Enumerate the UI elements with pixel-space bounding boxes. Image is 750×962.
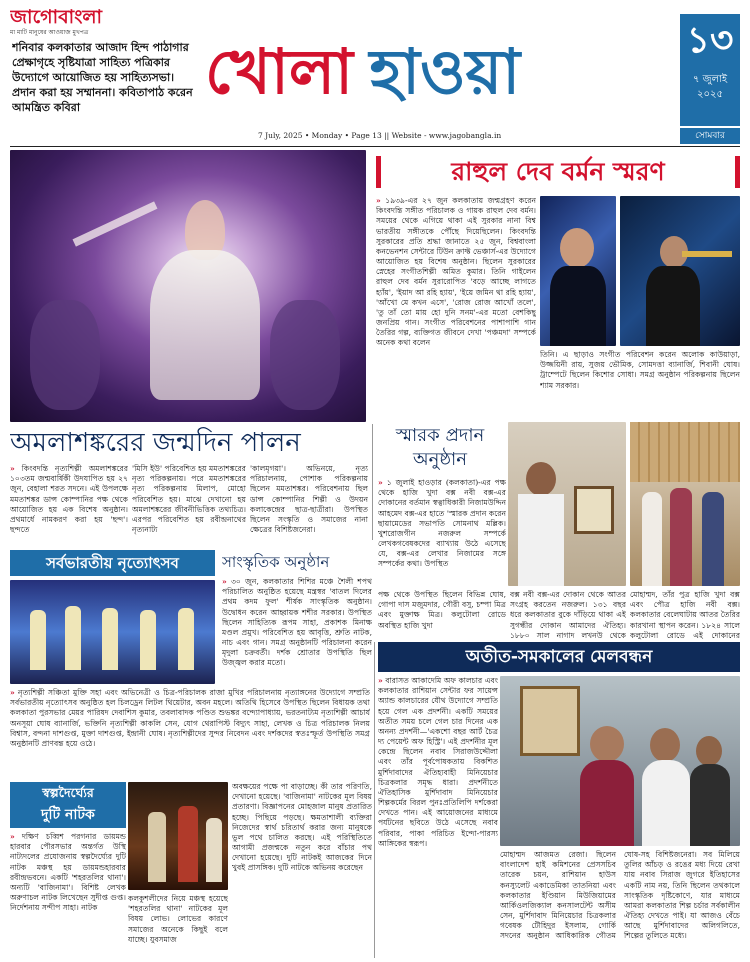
smarak-col-extra	[378, 590, 506, 640]
natak-text-1: দক্ষিণ চব্বিশ পরগনার ডায়মন্ড হারবার পৌরসভার অন্তর্গত উস্থি নাট্যদলের প্রযোজনায় স্বল্পদৈর্ঘ্যের দুটি নাটক মঞ্চস্থ হয় ডায়মন্ডহারবার রবীন্দ্রভবনে। একটি 'শহরতলির থানা'। অন্যটি 'বাজিনামা'। বিশিষ্ট লেখক অরুণাচল নাটক লিখেছেন সুদীপ্ত গুপ্ত। নির্দেশনায় সন্দীপ সাহা। নাটক	[10, 832, 126, 913]
page-number: ১৩	[686, 20, 734, 61]
arrow-icon: »	[378, 676, 383, 685]
smarak-award-photo	[508, 422, 626, 586]
natak-stage-photo	[128, 782, 228, 890]
smarak-text-3: মোহাম্মদ, তাঁর পুত্র হাজি খুদা বক্স এবং পৌত্র হাজি নবী বক্স। কলকাতার বেলেঘাটায় আতর তৈরির কারখানা স্থাপন করেন। ১৮২৪ সালে কলুটোলা রোডে এই দোকানের	[630, 590, 740, 640]
sanskritik-text: ৩০ জুন, কলকাতার শিশির মঞ্চে শৈলী শপথ পরিচালিত অনুষ্ঠিত হয়েছে মন্ত্রস্বর 'বাতল দিলের প্রথম কদম ফুল' শীর্ষক সাংস্কৃতিক অনুষ্ঠান। উদ্বোধন করেন আহ্বায়ক শশীর সরকার। উপস্থিত ছিলেন সাহিত্যিক রূপম সাহা, প্রকাশক মিনাক্ষ মণ্ডল প্রমুখ। পরিবেশিত হয় আবৃত্তি, শ্রুতি নাটক, নাচ এবং গান। সমগ্র অনুষ্ঠানটি পরিচালনা করেন মৃদুলা চক্রবর্তী। দর্শক শ্রোতার উপস্থিতি ছিল উজ্জ্বল করার মতো।	[222, 577, 372, 668]
natak-col-2	[232, 782, 372, 958]
rd-text-1: ১৯৩৯-এর ২৭ জুন কলকাতায় জন্মগ্রহণ করেন কিংবদন্তি সঙ্গীত পরিচালক ও গায়ক রাহুল দেব বর্মন। সময়ের থেকে এগিয়ে থাকা এই সুরকার নানা বিশ্ব ভারতীয় সঙ্গীতকে পৌঁছে দিয়েছিলেন। কিংবদন্তি সুরকারের প্রতি শ্রদ্ধা জানাতে ২৫ জুন, বিশ্ববাংলা কনভেনশন সেন্টারে টিউন ক্রাফ্ট ভেঞ্চার্স-এর উদ্যোগে আয়োজিত হয় বিশেষ অনুষ্ঠান। ছিলেন সুরকারের স্নেহের সংগীতশিল্পী অমিত কুমার। তিনি গাইলেন রাহুল দেব বর্মন সুরারোপিত 'বড়ে আচ্ছে লাগতে হ্যাঁয়', 'ইয়াদ আ রহি হ্যায়', 'ইয়ে জমিন থা রহি হ্যায়', 'আঁখো মে কখন এসে', 'রোজ রোজ আখোঁ তলে', 'তু তাঁ তো মায় হো দুনি সনম'-এর মতো বেশকিছু জনপ্রিয় গান। সংগীত পরিবেশনের পাশাপাশি গান তৈরির গল্প, ব্যক্তিগত জীবনে দেখা 'পঞ্চমদা' সম্পর্কে অনেক কথা বলেন	[376, 196, 536, 348]
atit-text-1: বারাসত আকাদেমি অফ কালচার এবং কলকাতার রাশিয়ান সেন্টার ফর সায়েন্স অ্যান্ড কালচারের যৌথ উদ্যোগে সম্প্রতি হয়ে গেল এক প্রদর্শনী। একটি সময়ের অতীত সময় চলে গেল চার দিনের এক অনন্য প্রদর্শনী—'একশো বছর আর্ট চৈত্র দ্য পেয়েন্ট অফ হিস্ট্রি'। এই প্রদর্শনীর মূল কেন্দ্রে ছিলেন নবাব সিরাজউদ্দৌলা এবং তাঁর পূর্বপোষকতায় বিকশিত মুর্শিদাবাদের ঐতিহ্যবাহী মিনিয়েচার চিত্রকলার সমৃদ্ধ ধারা। প্রদর্শনীতে ঐতিহাসিক মুর্শিদাবাদ মিনিয়েচার শিল্পকর্মের বিরল পুনঃপ্রতিলিপি দর্শকেরা দেখতে পান। এই আয়োজনের মাধ্যমে পর্যটনের ছবিতে উঠে এসেছে নবাব পরিবার, পাকা পরিচিত ইন্দো-পারস্য আঙ্গিকের স্বরূপ।	[378, 676, 498, 848]
natak-headline-box	[10, 782, 126, 828]
sanskritik-body	[222, 577, 372, 687]
atit-text-2: মোহাম্মদ আজমত রেজা। ছিলেন বাংলাদেশ হাই কমিশনের প্রেসসচিব তারেক চয়ন, রাশিয়ান হাউস কনস্যুলেট একাডেমিকা তাতনিয়া এবং কলকাতার ইণ্ডিয়ান মিউজিয়ামের আর্কিওলজিক্যাল কনসালটেন্ট অসীম সেন, মুর্শিদাবাদ মিনিয়েচার চিত্রকলার গবেষক টৌহিদুর ইসলাম, গোর্কি সদনের অনুষ্ঠান আধিকারিক গৌতম ঘোষ-সহ বিশিষ্টজনেরা। সব মিলিয়ে তুলির আঁচড় ও রঙের মধ্য দিয়ে রেখা যায় নবাব সিরাজ জুগরে ইতিহাসের একটি নাম নয়, তিনি ছিলেন তথকালে সাংস্কৃতিক দৃষ্টিকোণে, যার মাধ্যমে আমরা কলকাতার শিল্প চর্চার সর্বকালীন ঐতিহ্য দেখতে পাই। যা আজও বেঁচে আছে মুর্শিদাবাদের অলিগলিতে, শিল্পের তুলিতে মধ্যে।	[500, 850, 740, 941]
rd-headline: রাহুল দেব বর্মন স্মরণ	[451, 157, 665, 186]
smarak-text-extra: পক্ষ থেকে উপস্থিত ছিলেন বিভিন্ন ঘোষ, গোপা দাস মজুমদার, গৌরী বসু, চম্পা মিত্র এবং মুক্তাক্ষ মিত্র। কলুটোলা রোডে অবস্থিত হাজি খুদা	[378, 590, 506, 630]
smarak-col-2	[510, 590, 626, 640]
masthead-brief	[12, 40, 200, 138]
rd-singer-photo	[540, 196, 616, 346]
natak-col-3	[128, 894, 228, 958]
column-divider	[374, 642, 375, 958]
arrow-icon: »	[378, 478, 383, 487]
atit-col-1	[378, 676, 498, 866]
rd-body-2	[540, 350, 740, 420]
brand-name: জাগোবাংলা	[10, 6, 103, 28]
natak-text-3: কলকুশলীদের নিয়ে মঞ্চস্থ হয়েছে 'শহরতলির থানা' নাটকের মূল বিষয় লোভ। লোভের কারণে সমাজের অনেকে কিছুই বলে যাচ্ছে। যুবসমাজ	[128, 894, 228, 944]
brand-logo	[10, 6, 150, 44]
sanskritik-headline: সাংস্কৃতিক অনুষ্ঠান	[222, 553, 330, 571]
smarak-text-2: বক্স নবী বক্স-এর দোকান থেকে আতর সংগ্রহ করতেন নজরুল। ১৩১ বছর ধরে কলকাতার বুকে দাঁড়িয়ে থাকা এই সুগন্ধীর দোকান আমাদের ঐতিহ্য। ১৮৮০ সাল নাগাদ লখনউ থেকে	[510, 590, 626, 640]
amala-col-2	[132, 464, 246, 540]
arrow-icon: »	[10, 688, 15, 697]
meta-line: 7 July, 2025 • Monday • Page 13 || Website - www.jagobangla.in	[258, 131, 502, 140]
atit-col-2	[500, 850, 740, 958]
brief-text: শনিবার কলকাতার আজাদ হিন্দ পাঠাগার প্রেক্ষাগৃহে সৃষ্টিযাত্রা সাহিত্য পত্রিকার উদ্যোগে আয়োজিত হয় সাহিত্যসভা। প্রদান করা হয় সম্মাননা। কবিতাপাঠ করেন আমন্ত্রিত কবিরা	[12, 41, 193, 114]
sarva-body	[10, 688, 370, 768]
amala-text-1: কিংবদন্তি নৃত্যশিল্পী অমলাশঙ্করের ১০৩তম জন্মবার্ষিকী উদযাপিত হয় ২৭ জুন, বেহালা শরত সদনে। এই উপলক্ষে মমতাশঙ্কর ডান্স কোম্পানির পক্ষ থেকে আয়োজিত হয় এক বিশেষ অনুষ্ঠান। প্রথমার্ধে নামকরণ করা হয় 'ছন্দ'। ছন্দতে	[10, 464, 128, 535]
smarak-group-photo	[630, 422, 740, 586]
arrow-icon: »	[222, 577, 227, 586]
smarak-text-1: ১ জুলাই হাওড়ার (কলকাতা)-এর পক্ষ থেকে হাজি খুদা বক্স নবী বক্স-এর দোকানের বর্তমান স্বত্বাধিকারী নিজামউদ্দিন আহমেদ বক্স-এর হাতে 'স্মারক প্রদান করেন ছায়ামেডের সভাপতি সোমনাথ মল্লিক। খুশরোজগীন নজরুল সম্পর্কে লেখকগবেষকদের ব্যাখ্যায় উঠে এসেছে যে, বক্স-এর লেখার নিজামের সঙ্গে সম্পর্কের কথা। উপস্থিত	[378, 478, 506, 569]
amala-headline: অমলাশঙ্করের জন্মদিন পালন	[10, 428, 301, 458]
smarak-col-1	[378, 478, 506, 588]
amala-text-3: 'কালমৃগয়া'। অভিনয়ে, নৃত্য পরিচালনায়, পোশাক পরিকল্পনায় ছিলেন মমতাশঙ্কর। পরিবেশনায় ছিল ডান্স কোম্পানির শিল্পী ও উদয়ন কলাকেন্দ্রের ছাত্র-ছাত্রীরা। উপস্থিত ছিলেন সংস্কৃতি ও সমাজের নানা ক্ষেত্রের বিশিষ্টজনেরা।	[250, 464, 368, 535]
rd-body	[376, 196, 536, 416]
rd-headline-box	[376, 152, 740, 192]
date-bn: ৭ জুলাই ২০২৫	[692, 74, 728, 100]
column-divider	[372, 424, 373, 540]
amala-col-3	[250, 464, 368, 540]
smarak-headline-1: স্মারক প্রদান	[395, 425, 485, 446]
masthead-rule	[10, 146, 740, 147]
amala-text-2: 'মিসি ইউ' পরিবেশিত হয় মমতাশঙ্করের নৃত্য পরিকল্পনায়। পরে মমতাশঙ্করের নৃত্য পরিকল্পনায় মিলাপ, মোহো পরিবেশিত হয়। মাঝে দেখানো হয় অমলাশঙ্করের জীবনীভিত্তিক তথ্যচিত্র। এরপর পরিবেশিত হয় রবীন্দ্রনাথের নৃত্যনাট্য	[132, 464, 246, 535]
sarva-headline-box	[10, 550, 215, 576]
natak-headline-1: স্বল্পদৈর্ঘ্যের	[42, 785, 94, 800]
atit-exhibition-photo	[500, 676, 740, 846]
title-khola: খোলা	[205, 35, 354, 108]
natak-headline-2: দুটি নাটক	[41, 807, 95, 823]
sarva-stage-photo	[10, 580, 215, 684]
sarva-text: নৃত্যশিল্পী সঞ্চিতা মুক্তি সহা এবং অভিনেত্রী ও চিত্র-পরিচালক রাজা মুখির পরিচালনায় নৃত্যাঙ্গনের উদ্যোগে সম্প্রতি সর্বভারতীয় নৃত্যোৎসব অনুষ্ঠিত হল চিলড্রেন লিটল থিয়েটার, অবন মহলে। অতিথি হিসেবে উপস্থিত ছিলেন বিধায়ক তথা কলকাতা পুরসভার মেয়র পারিষদ দেবাশিস কুমার, তবলাবাদক পণ্ডিত শুভঙ্কর বন্দ্যোপাধ্যায়, ভরতনাট্যম নৃত্যশিল্পী আচার্য অনসূয়া ঘোষ ব্যানার্জি, ভক্তিনি নৃত্যশিল্পী কাকলি সেন, যোগ থেরাপিস্ট বিদ্যুৎ সাহা, লেখক ও চিত্র পরিচালক নিলয় বিশ্বাস, বন্দনা দাশগুপ্ত, মুক্তা দাশগুপ্ত, ইন্দ্রানী ঘোষ। নৃত্যশিল্পীদের সুন্দর নিবেদন এবং দর্শকদের স্বতঃস্ফূর্ত উপস্থিতি সমগ্র অনুষ্ঠানটি প্রাণবন্ত হয়ে ওঠে।	[10, 688, 370, 748]
sarva-headline: সর্বভারতীয় নৃত্যোৎসব	[46, 554, 179, 572]
arrow-icon: »	[10, 464, 15, 473]
rd-trumpet-photo	[620, 196, 740, 346]
atit-headline: অতীত-সমকালের মেলবন্ধন	[465, 647, 653, 667]
weekday-box	[680, 128, 740, 144]
atit-headline-box	[378, 642, 740, 672]
masthead-title	[205, 22, 665, 122]
arrow-icon: »	[376, 196, 381, 205]
smarak-headline-2: অনুষ্ঠান	[412, 449, 468, 470]
smarak-headline-box	[380, 424, 500, 474]
natak-col-1	[10, 832, 126, 958]
brand-tagline: মা মাটি মানুষের আওয়াজ মুখপত্র	[10, 29, 89, 36]
natak-text-2: অবক্ষয়ের পক্ষে পা বাড়াচ্ছে। কী তার পরিণতি, দেখানো হয়েছে। 'বাজিনামা' নাটকের মূল বিষয় প্রতারণা। বিজ্ঞাপনের মোহজাল মানুষ প্রতারিত হচ্ছে। পিছিয়ে পড়ছে। ক্ষমতাশালী ব্যক্তিরা নিজেদের স্বার্থ চরিতার্থ করার জন্য মানুষকে ভুল পথে চালিত করছে। এই পরিস্থিতিতে আগামী প্রজন্মকে নতুন করে বাঁচার পথ দেখানো হয়েছে। দুটি নাটকই আজকের দিনে খুবই প্রাসঙ্গিক। দুটি নাটকে অভিনয় করেছেন	[232, 782, 372, 873]
page-number-box	[680, 14, 740, 126]
amala-col-1	[10, 464, 128, 540]
title-hawa: হাওয়া	[369, 35, 521, 108]
rd-text-2: তিনি। এ ছাড়াও সংগীত পরিবেশন করেন অলোক কাউয়াড়া, উজ্জয়িনী রায়, সুজয় ভৌমিক, সোমদত্তা ব্যানার্জি, শিবানী ঘোষ। ট্রাম্পেটে ছিলেন কিশোর সোধা। সমগ্র অনুষ্ঠান পরিকল্পনায় ছিলেন শ্যাম সরকার।	[540, 350, 740, 390]
dance-photo	[10, 150, 366, 422]
arrow-icon: »	[10, 832, 15, 841]
smarak-col-3	[630, 590, 740, 640]
weekday: সোমবার	[695, 131, 725, 141]
